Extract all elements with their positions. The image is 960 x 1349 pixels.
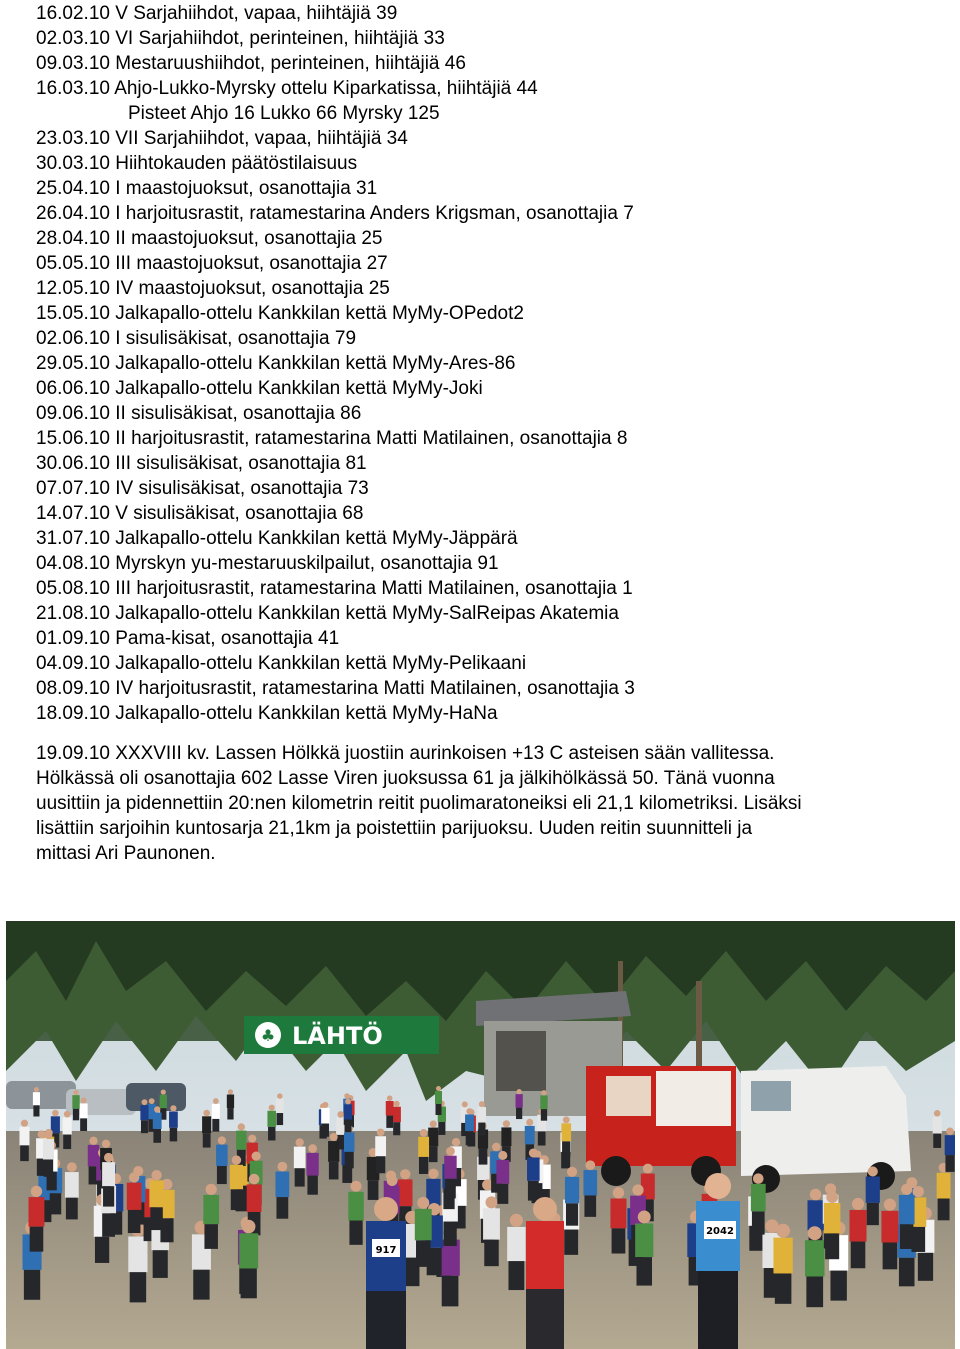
runner	[307, 1153, 319, 1176]
runner-head	[563, 1116, 570, 1123]
runner	[127, 1183, 142, 1210]
runner	[805, 1240, 825, 1276]
runner-legs	[419, 1157, 428, 1174]
runner-legs	[933, 1134, 941, 1148]
event-line: 15.05.10 Jalkapallo-ottelu Kankkilan kettä MyMy-OPedot2	[36, 303, 524, 324]
event-line: 26.04.10 I harjoitusrastit, ratamestarina Anders Krigsman, osanottajia 7	[36, 203, 634, 224]
runner	[641, 1174, 655, 1200]
runner-head	[232, 1155, 241, 1164]
event-line: 05.08.10 III harjoitusrastit, ratamestarina Matti Matilainen, osanottajia 1	[36, 578, 633, 599]
runner	[236, 1131, 246, 1150]
start-banner	[244, 1016, 439, 1054]
runner-legs	[806, 1276, 823, 1307]
runner-head	[462, 1101, 468, 1107]
runner-head	[884, 1199, 896, 1211]
runner-head	[351, 1181, 362, 1192]
runner	[43, 1139, 54, 1159]
runner-legs	[825, 1233, 839, 1259]
event-line: 16.02.10 V Sarjahiihdot, vapaa, hiihtäjiä 39	[36, 3, 398, 24]
runner-head	[142, 1099, 148, 1105]
runner	[344, 1104, 352, 1119]
runner	[276, 1099, 284, 1113]
runner	[247, 1184, 262, 1212]
runner-legs	[436, 1104, 442, 1115]
paragraph-line: 19.09.10 XXXVIII kv. Lassen Hölkkä juostiin aurinkoisen +13 C asteisen sään vallitessa.	[36, 743, 775, 764]
runner-legs	[368, 1180, 379, 1200]
runner-legs	[345, 1119, 352, 1132]
runner-legs	[867, 1203, 879, 1225]
svg-text:♣: ♣	[260, 1026, 276, 1045]
runner	[294, 1147, 306, 1169]
runner-head	[104, 1153, 113, 1162]
runner-head	[81, 1098, 87, 1104]
runner	[29, 1197, 45, 1227]
event-line: 05.05.10 III maastojuoksut, osanottajia 27	[36, 253, 388, 274]
runner-legs	[538, 1131, 546, 1145]
runner	[565, 1177, 579, 1203]
runner-head	[45, 1131, 53, 1139]
runner-head	[252, 1152, 261, 1161]
paragraph-line: lisättiin sarjoihin kuntosarja 21,1km ja poistettiin parijuoksu. Uuden reitin suunnitteli ja	[36, 818, 753, 839]
runner-legs	[80, 1118, 87, 1131]
runner-head	[154, 1106, 160, 1112]
event-line: 15.06.10 II harjoitusrastit, ratamestarina Matti Matilainen, osanottajia 8	[36, 428, 628, 449]
runner-head	[510, 1214, 523, 1227]
runner	[393, 1107, 401, 1122]
runner-head	[277, 1162, 287, 1172]
runner	[344, 1132, 354, 1151]
runner	[140, 1105, 148, 1120]
runner-legs	[566, 1203, 578, 1225]
runner	[881, 1211, 898, 1243]
runner	[321, 1108, 329, 1124]
runner-head	[585, 1160, 595, 1170]
runner	[933, 1117, 942, 1134]
runner	[212, 1104, 220, 1119]
runner	[937, 1173, 951, 1199]
runner-legs	[130, 1272, 146, 1302]
runner-head	[344, 1093, 349, 1098]
runner-legs	[95, 1237, 109, 1263]
runner	[751, 1184, 766, 1211]
runner-head	[400, 1169, 410, 1179]
runner	[149, 1180, 164, 1207]
runner-legs	[170, 1128, 177, 1142]
runner	[435, 1091, 442, 1104]
runner	[444, 1156, 456, 1179]
runner	[267, 1111, 276, 1127]
runner-head	[73, 1090, 78, 1095]
runner-legs	[231, 1189, 242, 1210]
event-line: 18.09.10 Jalkapallo-ottelu Kankkilan kettä MyMy-HaNa	[36, 703, 498, 724]
runner-legs	[227, 1108, 233, 1119]
runner-head	[64, 1111, 71, 1118]
runner-legs	[268, 1127, 275, 1141]
event-line: 09.06.10 II sisulisäkisat, osanottajia 86	[36, 403, 362, 424]
event-line-continuation: Pisteet Ahjo 16 Lukko 66 Myrsky 125	[128, 103, 440, 124]
runner-head	[852, 1198, 864, 1210]
runner-head	[753, 1173, 764, 1184]
runner	[169, 1111, 178, 1127]
runner-head	[206, 1184, 217, 1195]
runner-head	[946, 1128, 954, 1136]
runner-legs	[445, 1179, 456, 1199]
runner	[610, 1199, 626, 1229]
runner-legs	[349, 1221, 362, 1245]
runner-legs	[562, 1141, 570, 1156]
runner	[496, 1160, 509, 1184]
runner	[72, 1095, 79, 1109]
runner-head	[308, 1144, 317, 1153]
runner-head	[31, 1186, 42, 1197]
runner	[230, 1165, 243, 1190]
runner	[65, 1172, 79, 1198]
runner-legs	[938, 1199, 950, 1221]
runner	[850, 1210, 867, 1242]
runner-legs	[528, 1181, 539, 1201]
runner	[398, 1179, 412, 1206]
runner	[525, 1126, 535, 1144]
runner	[866, 1177, 880, 1203]
runner-head	[526, 1119, 533, 1126]
runner-legs	[102, 1213, 115, 1236]
runner-legs	[345, 1152, 354, 1168]
runner-legs	[900, 1224, 913, 1249]
runner	[465, 1114, 474, 1131]
runner	[275, 1172, 289, 1198]
runner-head	[638, 1210, 651, 1223]
runner-legs	[153, 1129, 161, 1143]
photo-illustration	[6, 921, 955, 1349]
runner-legs	[277, 1113, 284, 1125]
runner	[807, 1200, 823, 1230]
runner-head	[826, 1191, 838, 1203]
runner-legs	[564, 1230, 578, 1255]
event-line: 14.07.10 V sisulisäkisat, osanottajia 68	[36, 503, 364, 524]
runner	[945, 1135, 955, 1155]
runner-legs	[128, 1210, 141, 1233]
runner-legs	[50, 1193, 62, 1214]
runner-head	[213, 1098, 219, 1104]
runner	[386, 1101, 394, 1116]
runner-legs	[153, 1250, 168, 1278]
runner-head	[479, 1101, 485, 1107]
runner-head	[269, 1105, 275, 1111]
runner-legs	[508, 1261, 524, 1290]
runner	[635, 1223, 653, 1257]
event-line: 30.03.10 Hiihtokauden päätöstilaisuus	[36, 153, 358, 174]
runner-legs	[24, 1270, 40, 1300]
runner-head	[632, 1184, 643, 1195]
runner-head	[249, 1174, 260, 1185]
runner-legs	[329, 1162, 339, 1180]
runner-head	[337, 1111, 344, 1118]
event-line: 12.05.10 IV maastojuoksut, osanottajia 25	[36, 278, 390, 299]
runner	[153, 1113, 162, 1129]
runner	[824, 1203, 840, 1233]
runner	[415, 1209, 432, 1240]
runner-head	[21, 1120, 28, 1127]
runner-head	[102, 1140, 110, 1148]
runner-head	[428, 1169, 438, 1179]
race-start-photo	[6, 921, 955, 1349]
race-report-paragraph	[36, 741, 926, 866]
event-line: 02.03.10 VI Sarjahiihdot, perinteinen, hiihtäjiä 33	[36, 28, 445, 49]
runner-legs	[416, 1240, 430, 1267]
runner-legs	[307, 1176, 317, 1195]
runner-head	[446, 1147, 455, 1156]
runner-legs	[103, 1186, 114, 1206]
runner-head	[67, 1162, 77, 1172]
runner-head	[161, 1089, 166, 1094]
runner	[540, 1095, 547, 1109]
runner	[428, 1128, 438, 1147]
runner-legs	[217, 1166, 227, 1184]
runner	[483, 1208, 500, 1239]
runner-head	[808, 1226, 822, 1240]
runner-head	[387, 1095, 393, 1101]
runner	[348, 1192, 363, 1221]
runner-head	[242, 1220, 256, 1234]
runner-head	[238, 1123, 245, 1130]
runner-head	[541, 1090, 546, 1095]
event-line: 29.05.10 Jalkapallo-ottelu Kankkilan kettä MyMy-Ares-86	[36, 353, 516, 374]
runner-legs	[63, 1135, 71, 1149]
runner-head	[452, 1138, 460, 1146]
runner-legs	[376, 1156, 385, 1173]
runner	[561, 1123, 571, 1141]
runner-head	[89, 1137, 97, 1145]
runner-legs	[612, 1228, 626, 1253]
runner	[328, 1141, 339, 1162]
runner	[203, 1195, 219, 1224]
runner-legs	[883, 1242, 898, 1269]
runner-legs	[830, 1271, 846, 1301]
runner-head	[38, 1130, 46, 1138]
event-line: 09.03.10 Mestaruushiihdot, perinteinen, hiihtäjiä 46	[36, 53, 466, 74]
runner	[33, 1092, 40, 1105]
runner-head	[643, 1164, 653, 1174]
runner-head	[277, 1093, 282, 1098]
paragraph-line: Hölkässä oli osanottajia 602 Lasse Viren juoksussa 61 ja jälkihölkässä 50. Tänä vuonna	[36, 768, 775, 789]
runner-legs	[212, 1119, 219, 1132]
runner	[239, 1233, 258, 1268]
runner-legs	[636, 1257, 652, 1285]
runner	[899, 1195, 915, 1224]
event-line: 01.09.10 Pama-kisat, osanottajia 41	[36, 628, 340, 649]
runner-head	[151, 1170, 161, 1180]
runner-head	[34, 1087, 39, 1092]
runner-legs	[193, 1270, 209, 1300]
runner	[375, 1136, 386, 1156]
runner-legs	[479, 1149, 488, 1165]
runner	[507, 1227, 525, 1261]
runner-legs	[497, 1184, 508, 1204]
runner	[418, 1137, 429, 1157]
event-line: 23.03.10 VII Sarjahiihdot, vapaa, hiihtäjiä 34	[36, 128, 408, 149]
runner-head	[503, 1120, 510, 1127]
runner-legs	[30, 1227, 44, 1252]
runner-head	[377, 1129, 385, 1137]
runner-head	[492, 1143, 501, 1152]
runner-head	[517, 1089, 522, 1094]
runner-legs	[141, 1120, 148, 1133]
event-line: 25.04.10 I maastojuoksut, osanottajia 31	[36, 178, 378, 199]
event-line: 04.09.10 Jalkapallo-ottelu Kankkilan kettä MyMy-Pelikaani	[36, 653, 527, 674]
paragraph-line: mittasi Ari Paunonen.	[36, 843, 216, 864]
runner-legs	[429, 1146, 438, 1162]
runner-head	[296, 1138, 304, 1146]
event-line: 08.09.10 IV harjoitusrastit, ratamestarina Matti Matilainen, osanottajia 3	[36, 678, 635, 699]
runner-legs	[20, 1145, 29, 1161]
runner	[80, 1103, 88, 1118]
runner-legs	[851, 1242, 866, 1269]
runner	[202, 1116, 211, 1133]
banner-text: LÄHTÖ	[292, 1022, 383, 1050]
runner	[583, 1170, 597, 1195]
runner-legs	[438, 1122, 445, 1135]
event-line: 21.08.10 Jalkapallo-ottelu Kankkilan kettä MyMy-SalReipas Akatemia	[36, 603, 619, 624]
runner	[527, 1157, 540, 1180]
runner-head	[203, 1110, 210, 1117]
runner-head	[218, 1136, 226, 1144]
runner	[773, 1238, 792, 1274]
runner-legs	[911, 1227, 925, 1252]
runner-head	[810, 1189, 822, 1201]
runner-head	[420, 1129, 428, 1137]
runner-head	[228, 1089, 233, 1094]
runner-legs	[73, 1109, 79, 1121]
runner-legs	[276, 1197, 288, 1219]
runner-legs	[203, 1133, 211, 1147]
runner-head	[345, 1099, 351, 1105]
runner	[516, 1094, 523, 1107]
runner-legs	[918, 1253, 933, 1281]
runner-head	[498, 1151, 507, 1160]
runner-legs	[899, 1258, 915, 1287]
runner-head	[485, 1196, 497, 1208]
runner-head	[322, 1102, 328, 1108]
runner	[478, 1107, 486, 1123]
runner-legs	[241, 1269, 257, 1299]
runner-head	[613, 1187, 624, 1198]
runner-head	[529, 1148, 538, 1157]
runner-head	[436, 1086, 441, 1091]
runner-legs	[150, 1207, 162, 1230]
runner-head	[934, 1110, 941, 1117]
runner-legs	[945, 1155, 954, 1172]
paragraph-line: uusittiin ja pidennettiin 20:nen kilometrin reitit puolimaratoneiksi eli 21,1 kilometriksi. Lisäksi	[36, 793, 802, 814]
runner-legs	[752, 1211, 765, 1234]
runner-legs	[484, 1240, 498, 1266]
runner	[227, 1094, 234, 1108]
runner-legs	[443, 1222, 456, 1246]
runner-head	[567, 1167, 577, 1177]
runner-head	[417, 1197, 429, 1209]
runner	[501, 1127, 511, 1146]
runner-head	[149, 1098, 155, 1104]
runner-legs	[66, 1198, 78, 1220]
event-line: 30.06.10 III sisulisäkisat, osanottajia 81	[36, 453, 367, 474]
runner	[19, 1127, 29, 1146]
runner-legs	[442, 1276, 459, 1307]
event-line: 07.07.10 IV sisulisäkisat, osanottajia 73	[36, 478, 369, 499]
event-list	[36, 1, 635, 726]
runner-legs	[393, 1122, 400, 1135]
event-line: 16.03.10 Ahjo-Lukko-Myrsky ottelu Kiparkatissa, hiihtäjiä 44	[36, 78, 538, 99]
event-line: 31.07.10 Jalkapallo-ottelu Kankkilan kettä MyMy-Jäppärä	[36, 528, 518, 549]
bib-number: 2042	[706, 1226, 734, 1237]
runner-head	[330, 1133, 338, 1141]
runner-legs	[466, 1131, 474, 1145]
event-line: 28.04.10 II maastojuoksut, osanottajia 25	[36, 228, 383, 249]
runner-legs	[541, 1109, 547, 1121]
runner-head	[52, 1110, 59, 1117]
runner-head	[466, 1108, 472, 1114]
runner	[128, 1236, 147, 1272]
runner	[160, 1095, 167, 1109]
runner-legs	[295, 1168, 305, 1186]
runner	[216, 1145, 228, 1166]
bib-number: 917	[375, 1245, 397, 1256]
runner-head	[901, 1184, 912, 1195]
runner	[102, 1162, 115, 1186]
runner-legs	[322, 1124, 329, 1137]
runner-head	[394, 1101, 400, 1107]
runner-legs	[44, 1159, 53, 1176]
runner	[63, 1117, 72, 1134]
runner-head	[129, 1172, 139, 1182]
runner-head	[170, 1105, 176, 1111]
runner-legs	[204, 1224, 217, 1249]
runner-head	[248, 1135, 256, 1143]
runner-legs	[386, 1116, 393, 1128]
runner-legs	[478, 1123, 485, 1136]
runner-head	[868, 1166, 878, 1176]
runner-head	[776, 1224, 790, 1238]
runner	[51, 1116, 60, 1133]
runner-legs	[775, 1273, 792, 1303]
event-line: 06.06.10 Jalkapallo-ottelu Kankkilan kettä MyMy-Joki	[36, 378, 483, 399]
event-line: 04.08.10 Myrskyn yu-mestaruuskilpailut, osanottajia 91	[36, 553, 499, 574]
event-line: 02.06.10 I sisulisäkisat, osanottajia 79	[36, 328, 357, 349]
runner-head	[387, 1175, 398, 1186]
runner-legs	[516, 1108, 522, 1119]
runner-legs	[33, 1105, 39, 1116]
runner-legs	[584, 1195, 596, 1216]
runner-head	[430, 1120, 437, 1127]
